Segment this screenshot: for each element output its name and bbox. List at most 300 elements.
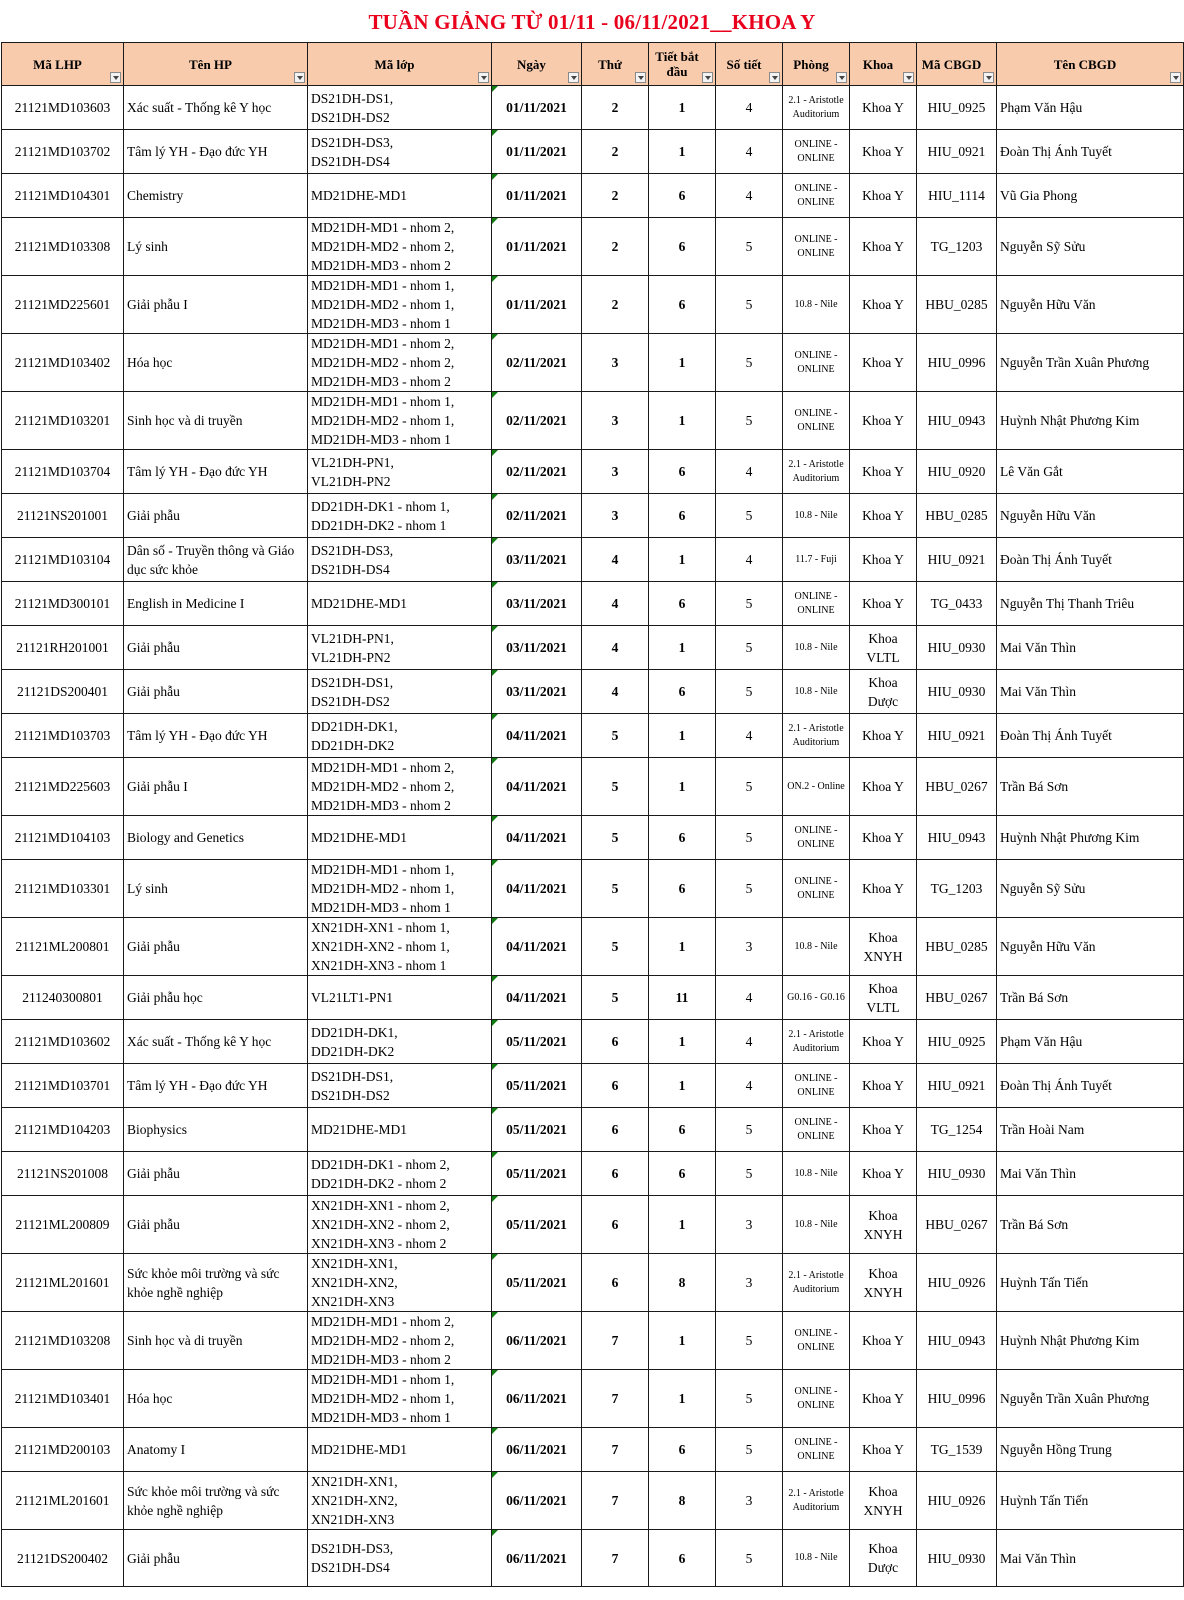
cell-so-tiet[interactable]: 4 — [716, 174, 783, 218]
cell-tiet-bat-dau[interactable]: 1 — [649, 758, 716, 816]
cell-ngay[interactable]: 02/11/2021 — [492, 334, 582, 392]
cell-khoa[interactable]: Khoa XNYH — [850, 1472, 917, 1530]
cell-ma-cbgd[interactable]: HBU_0285 — [917, 276, 997, 334]
cell-phong[interactable]: ONLINE - ONLINE — [783, 174, 850, 218]
cell-phong[interactable]: ON.2 - Online — [783, 758, 850, 816]
cell-ngay[interactable]: 02/11/2021 — [492, 450, 582, 494]
cell-ma-lhp[interactable]: 21121MD103208 — [2, 1312, 124, 1370]
cell-ngay[interactable]: 01/11/2021 — [492, 130, 582, 174]
cell-tiet-bat-dau[interactable]: 6 — [649, 218, 716, 276]
cell-so-tiet[interactable]: 5 — [716, 1312, 783, 1370]
cell-ten-cbgd[interactable]: Mai Văn Thìn — [997, 1152, 1184, 1196]
cell-phong[interactable]: 10.8 - Nile — [783, 1152, 850, 1196]
cell-ngay[interactable]: 03/11/2021 — [492, 582, 582, 626]
cell-ten-hp[interactable]: Biophysics — [124, 1108, 308, 1152]
cell-ten-cbgd[interactable]: Nguyễn Hữu Văn — [997, 918, 1184, 976]
cell-tiet-bat-dau[interactable]: 6 — [649, 1530, 716, 1587]
filter-dropdown-icon[interactable] — [769, 72, 780, 83]
cell-thu[interactable]: 2 — [582, 130, 649, 174]
cell-ma-lop[interactable]: MD21DH-MD1 - nhom 2, MD21DH-MD2 - nhom 2, MD21DH-MD3 - nhom 2 — [308, 218, 492, 276]
cell-ten-cbgd[interactable]: Huỳnh Nhật Phương Kim — [997, 1312, 1184, 1370]
cell-ma-lhp[interactable]: 21121NS201001 — [2, 494, 124, 538]
cell-ma-cbgd[interactable]: HIU_0996 — [917, 334, 997, 392]
cell-ten-cbgd[interactable]: Huỳnh Tấn Tiến — [997, 1472, 1184, 1530]
cell-thu[interactable]: 6 — [582, 1020, 649, 1064]
cell-khoa[interactable]: Khoa XNYH — [850, 1254, 917, 1312]
cell-thu[interactable]: 2 — [582, 276, 649, 334]
cell-ma-lhp[interactable]: 21121ML201601 — [2, 1472, 124, 1530]
cell-tiet-bat-dau[interactable]: 6 — [649, 494, 716, 538]
cell-ma-lop[interactable]: XN21DH-XN1 - nhom 1, XN21DH-XN2 - nhom 1, XN21DH-XN3 - nhom 1 — [308, 918, 492, 976]
cell-so-tiet[interactable]: 5 — [716, 1152, 783, 1196]
cell-thu[interactable]: 2 — [582, 174, 649, 218]
cell-thu[interactable]: 6 — [582, 1064, 649, 1108]
cell-khoa[interactable]: Khoa Y — [850, 1370, 917, 1428]
cell-thu[interactable]: 4 — [582, 626, 649, 670]
cell-tiet-bat-dau[interactable]: 1 — [649, 1064, 716, 1108]
cell-ma-lhp[interactable]: 21121ML200801 — [2, 918, 124, 976]
cell-ten-cbgd[interactable]: Đoàn Thị Ánh Tuyết — [997, 130, 1184, 174]
cell-so-tiet[interactable]: 3 — [716, 918, 783, 976]
cell-ten-cbgd[interactable]: Nguyễn Sỹ Sửu — [997, 860, 1184, 918]
cell-tiet-bat-dau[interactable]: 11 — [649, 976, 716, 1020]
cell-so-tiet[interactable]: 4 — [716, 86, 783, 130]
cell-ten-hp[interactable]: Giải phẫu — [124, 1152, 308, 1196]
cell-ma-lhp[interactable]: 21121MD300101 — [2, 582, 124, 626]
cell-ten-cbgd[interactable]: Mai Văn Thìn — [997, 1530, 1184, 1587]
cell-khoa[interactable]: Khoa Y — [850, 582, 917, 626]
cell-phong[interactable]: 10.8 - Nile — [783, 918, 850, 976]
cell-thu[interactable]: 7 — [582, 1530, 649, 1587]
cell-khoa[interactable]: Khoa Y — [850, 392, 917, 450]
filter-dropdown-icon[interactable] — [1170, 72, 1181, 83]
cell-ma-lop[interactable]: MD21DH-MD1 - nhom 2, MD21DH-MD2 - nhom 2, MD21DH-MD3 - nhom 2 — [308, 758, 492, 816]
cell-ma-cbgd[interactable]: HIU_1114 — [917, 174, 997, 218]
cell-khoa[interactable]: Khoa Y — [850, 816, 917, 860]
cell-so-tiet[interactable]: 5 — [716, 1370, 783, 1428]
cell-khoa[interactable]: Khoa Y — [850, 130, 917, 174]
cell-tiet-bat-dau[interactable]: 6 — [649, 582, 716, 626]
cell-ngay[interactable]: 04/11/2021 — [492, 758, 582, 816]
cell-tiet-bat-dau[interactable]: 1 — [649, 714, 716, 758]
cell-ngay[interactable]: 01/11/2021 — [492, 86, 582, 130]
cell-ma-cbgd[interactable]: HIU_0943 — [917, 1312, 997, 1370]
cell-phong[interactable]: 2.1 - Aristotle Auditorium — [783, 1254, 850, 1312]
cell-ma-lop[interactable]: MD21DH-MD1 - nhom 1, MD21DH-MD2 - nhom 1, MD21DH-MD3 - nhom 1 — [308, 276, 492, 334]
cell-ma-lop[interactable]: XN21DH-XN1, XN21DH-XN2, XN21DH-XN3 — [308, 1254, 492, 1312]
cell-phong[interactable]: 10.8 - Nile — [783, 1196, 850, 1254]
filter-dropdown-icon[interactable] — [294, 72, 305, 83]
cell-ma-cbgd[interactable]: HBU_0285 — [917, 494, 997, 538]
cell-ma-lhp[interactable]: 211240300801 — [2, 976, 124, 1020]
cell-khoa[interactable]: Khoa XNYH — [850, 918, 917, 976]
cell-thu[interactable]: 5 — [582, 758, 649, 816]
cell-ma-cbgd[interactable]: HIU_0943 — [917, 392, 997, 450]
cell-ma-cbgd[interactable]: HIU_0996 — [917, 1370, 997, 1428]
cell-phong[interactable]: 2.1 - Aristotle Auditorium — [783, 450, 850, 494]
cell-ma-cbgd[interactable]: HIU_0921 — [917, 714, 997, 758]
cell-phong[interactable]: 10.8 - Nile — [783, 494, 850, 538]
cell-so-tiet[interactable]: 5 — [716, 218, 783, 276]
cell-ma-cbgd[interactable]: HIU_0921 — [917, 538, 997, 582]
cell-so-tiet[interactable]: 5 — [716, 860, 783, 918]
cell-thu[interactable]: 2 — [582, 218, 649, 276]
cell-ma-lop[interactable]: DD21DH-DK1 - nhom 2, DD21DH-DK2 - nhom 2 — [308, 1152, 492, 1196]
filter-dropdown-icon[interactable] — [836, 72, 847, 83]
cell-ma-lhp[interactable]: 21121MD103201 — [2, 392, 124, 450]
filter-dropdown-icon[interactable] — [568, 72, 579, 83]
cell-ten-cbgd[interactable]: Huỳnh Nhật Phương Kim — [997, 392, 1184, 450]
cell-phong[interactable]: 11.7 - Fuji — [783, 538, 850, 582]
cell-ma-lop[interactable]: DD21DH-DK1, DD21DH-DK2 — [308, 1020, 492, 1064]
cell-thu[interactable]: 3 — [582, 392, 649, 450]
cell-ma-lop[interactable]: DS21DH-DS1, DS21DH-DS2 — [308, 1064, 492, 1108]
cell-ma-cbgd[interactable]: HIU_0926 — [917, 1472, 997, 1530]
cell-khoa[interactable]: Khoa Y — [850, 860, 917, 918]
cell-ten-hp[interactable]: Anatomy I — [124, 1428, 308, 1472]
cell-ten-cbgd[interactable]: Đoàn Thị Ánh Tuyết — [997, 714, 1184, 758]
cell-thu[interactable]: 7 — [582, 1472, 649, 1530]
cell-tiet-bat-dau[interactable]: 1 — [649, 538, 716, 582]
cell-ten-cbgd[interactable]: Trần Bá Sơn — [997, 1196, 1184, 1254]
cell-thu[interactable]: 6 — [582, 1108, 649, 1152]
cell-tiet-bat-dau[interactable]: 1 — [649, 626, 716, 670]
cell-ten-hp[interactable]: Lý sinh — [124, 218, 308, 276]
cell-tiet-bat-dau[interactable]: 1 — [649, 1312, 716, 1370]
cell-ten-cbgd[interactable]: Trần Hoài Nam — [997, 1108, 1184, 1152]
cell-thu[interactable]: 3 — [582, 494, 649, 538]
filter-dropdown-icon[interactable] — [903, 72, 914, 83]
cell-ngay[interactable]: 01/11/2021 — [492, 174, 582, 218]
cell-so-tiet[interactable]: 3 — [716, 1254, 783, 1312]
cell-ma-lop[interactable]: DD21DH-DK1 - nhom 1, DD21DH-DK2 - nhom 1 — [308, 494, 492, 538]
cell-phong[interactable]: ONLINE - ONLINE — [783, 582, 850, 626]
cell-khoa[interactable]: Khoa VLTL — [850, 626, 917, 670]
cell-ma-cbgd[interactable]: HIU_0925 — [917, 86, 997, 130]
cell-ngay[interactable]: 04/11/2021 — [492, 918, 582, 976]
cell-ten-cbgd[interactable]: Nguyễn Hồng Trung — [997, 1428, 1184, 1472]
cell-phong[interactable]: ONLINE - ONLINE — [783, 1370, 850, 1428]
cell-khoa[interactable]: Khoa Y — [850, 758, 917, 816]
cell-phong[interactable]: 10.8 - Nile — [783, 626, 850, 670]
cell-so-tiet[interactable]: 5 — [716, 1530, 783, 1587]
cell-ten-hp[interactable]: English in Medicine I — [124, 582, 308, 626]
cell-ten-hp[interactable]: Sinh học và di truyền — [124, 1312, 308, 1370]
cell-so-tiet[interactable]: 3 — [716, 1472, 783, 1530]
cell-tiet-bat-dau[interactable]: 6 — [649, 860, 716, 918]
cell-ten-cbgd[interactable]: Huỳnh Tấn Tiến — [997, 1254, 1184, 1312]
cell-thu[interactable]: 7 — [582, 1428, 649, 1472]
cell-ngay[interactable]: 06/11/2021 — [492, 1472, 582, 1530]
cell-thu[interactable]: 4 — [582, 582, 649, 626]
cell-thu[interactable]: 5 — [582, 976, 649, 1020]
cell-ngay[interactable]: 05/11/2021 — [492, 1020, 582, 1064]
cell-thu[interactable]: 3 — [582, 450, 649, 494]
cell-ma-lhp[interactable]: 21121MD225601 — [2, 276, 124, 334]
cell-ma-lop[interactable]: DS21DH-DS3, DS21DH-DS4 — [308, 1530, 492, 1587]
cell-ma-cbgd[interactable]: HBU_0267 — [917, 1196, 997, 1254]
cell-ngay[interactable]: 05/11/2021 — [492, 1108, 582, 1152]
cell-tiet-bat-dau[interactable]: 1 — [649, 1370, 716, 1428]
cell-ma-lhp[interactable]: 21121MD103402 — [2, 334, 124, 392]
cell-tiet-bat-dau[interactable]: 1 — [649, 1196, 716, 1254]
cell-so-tiet[interactable]: 5 — [716, 334, 783, 392]
cell-ma-cbgd[interactable]: HIU_0925 — [917, 1020, 997, 1064]
cell-tiet-bat-dau[interactable]: 1 — [649, 334, 716, 392]
cell-khoa[interactable]: Khoa Dược — [850, 670, 917, 714]
cell-ma-cbgd[interactable]: TG_0433 — [917, 582, 997, 626]
cell-phong[interactable]: ONLINE - ONLINE — [783, 130, 850, 174]
cell-ma-lop[interactable]: MD21DH-MD1 - nhom 1, MD21DH-MD2 - nhom 1, MD21DH-MD3 - nhom 1 — [308, 392, 492, 450]
cell-ma-lhp[interactable]: 21121DS200401 — [2, 670, 124, 714]
cell-khoa[interactable]: Khoa Dược — [850, 1530, 917, 1587]
cell-thu[interactable]: 2 — [582, 86, 649, 130]
cell-ten-hp[interactable]: Xác suất - Thống kê Y học — [124, 86, 308, 130]
cell-phong[interactable]: 2.1 - Aristotle Auditorium — [783, 1020, 850, 1064]
cell-phong[interactable]: 10.8 - Nile — [783, 276, 850, 334]
cell-ten-hp[interactable]: Tâm lý YH - Đạo đức YH — [124, 1064, 308, 1108]
cell-thu[interactable]: 6 — [582, 1254, 649, 1312]
cell-ma-lhp[interactable]: 21121MD104103 — [2, 816, 124, 860]
cell-ten-cbgd[interactable]: Mai Văn Thìn — [997, 670, 1184, 714]
cell-tiet-bat-dau[interactable]: 8 — [649, 1254, 716, 1312]
cell-ma-cbgd[interactable]: HIU_0921 — [917, 130, 997, 174]
cell-ma-cbgd[interactable]: HBU_0267 — [917, 758, 997, 816]
cell-phong[interactable]: 10.8 - Nile — [783, 1530, 850, 1587]
cell-ngay[interactable]: 06/11/2021 — [492, 1530, 582, 1587]
cell-so-tiet[interactable]: 5 — [716, 1108, 783, 1152]
cell-ngay[interactable]: 03/11/2021 — [492, 670, 582, 714]
cell-ma-lhp[interactable]: 21121MD103104 — [2, 538, 124, 582]
cell-khoa[interactable]: Khoa Y — [850, 450, 917, 494]
cell-ma-lhp[interactable]: 21121ML200809 — [2, 1196, 124, 1254]
cell-ma-cbgd[interactable]: HIU_0920 — [917, 450, 997, 494]
cell-ma-lop[interactable]: VL21DH-PN1, VL21DH-PN2 — [308, 626, 492, 670]
cell-khoa[interactable]: Khoa XNYH — [850, 1196, 917, 1254]
cell-tiet-bat-dau[interactable]: 6 — [649, 1152, 716, 1196]
cell-khoa[interactable]: Khoa Y — [850, 1312, 917, 1370]
cell-ma-lhp[interactable]: 21121MD103704 — [2, 450, 124, 494]
cell-thu[interactable]: 5 — [582, 816, 649, 860]
cell-phong[interactable]: 2.1 - Aristotle Auditorium — [783, 714, 850, 758]
cell-so-tiet[interactable]: 5 — [716, 582, 783, 626]
cell-thu[interactable]: 6 — [582, 1152, 649, 1196]
cell-ngay[interactable]: 06/11/2021 — [492, 1370, 582, 1428]
cell-tiet-bat-dau[interactable]: 1 — [649, 918, 716, 976]
cell-so-tiet[interactable]: 5 — [716, 392, 783, 450]
cell-ma-lop[interactable]: MD21DHE-MD1 — [308, 1428, 492, 1472]
cell-ngay[interactable]: 04/11/2021 — [492, 714, 582, 758]
cell-tiet-bat-dau[interactable]: 6 — [649, 1428, 716, 1472]
cell-ten-cbgd[interactable]: Nguyễn Thị Thanh Triêu — [997, 582, 1184, 626]
cell-ten-cbgd[interactable]: Nguyễn Trần Xuân Phương — [997, 1370, 1184, 1428]
cell-ma-cbgd[interactable]: HIU_0930 — [917, 1152, 997, 1196]
cell-ma-cbgd[interactable]: HIU_0921 — [917, 1064, 997, 1108]
cell-tiet-bat-dau[interactable]: 1 — [649, 86, 716, 130]
cell-so-tiet[interactable]: 4 — [716, 1064, 783, 1108]
cell-khoa[interactable]: Khoa Y — [850, 276, 917, 334]
cell-ten-hp[interactable]: Lý sinh — [124, 860, 308, 918]
cell-thu[interactable]: 5 — [582, 860, 649, 918]
cell-ngay[interactable]: 05/11/2021 — [492, 1152, 582, 1196]
cell-thu[interactable]: 5 — [582, 918, 649, 976]
cell-ma-cbgd[interactable]: HIU_0930 — [917, 1530, 997, 1587]
cell-ma-cbgd[interactable]: HBU_0285 — [917, 918, 997, 976]
cell-ma-lop[interactable]: DS21DH-DS1, DS21DH-DS2 — [308, 670, 492, 714]
cell-ten-cbgd[interactable]: Nguyễn Sỹ Sửu — [997, 218, 1184, 276]
cell-ngay[interactable]: 03/11/2021 — [492, 538, 582, 582]
cell-khoa[interactable]: Khoa Y — [850, 714, 917, 758]
cell-ngay[interactable]: 01/11/2021 — [492, 276, 582, 334]
cell-so-tiet[interactable]: 4 — [716, 450, 783, 494]
cell-ten-cbgd[interactable]: Trần Bá Sơn — [997, 976, 1184, 1020]
cell-ma-lop[interactable]: MD21DH-MD1 - nhom 2, MD21DH-MD2 - nhom 2, MD21DH-MD3 - nhom 2 — [308, 334, 492, 392]
cell-ten-hp[interactable]: Sức khỏe môi trường và sức khỏe nghề nghiệp — [124, 1472, 308, 1530]
cell-ten-hp[interactable]: Giải phẫu — [124, 1196, 308, 1254]
cell-so-tiet[interactable]: 5 — [716, 670, 783, 714]
cell-so-tiet[interactable]: 4 — [716, 538, 783, 582]
cell-ten-hp[interactable]: Chemistry — [124, 174, 308, 218]
cell-tiet-bat-dau[interactable]: 6 — [649, 174, 716, 218]
cell-ten-cbgd[interactable]: Phạm Văn Hậu — [997, 1020, 1184, 1064]
cell-phong[interactable]: ONLINE - ONLINE — [783, 392, 850, 450]
cell-phong[interactable]: ONLINE - ONLINE — [783, 1064, 850, 1108]
cell-ma-lhp[interactable]: 21121MD103308 — [2, 218, 124, 276]
cell-ma-lhp[interactable]: 21121MD200103 — [2, 1428, 124, 1472]
cell-so-tiet[interactable]: 4 — [716, 714, 783, 758]
cell-ma-lhp[interactable]: 21121ML201601 — [2, 1254, 124, 1312]
cell-ma-lop[interactable]: VL21DH-PN1, VL21DH-PN2 — [308, 450, 492, 494]
cell-khoa[interactable]: Khoa Y — [850, 174, 917, 218]
cell-tiet-bat-dau[interactable]: 6 — [649, 816, 716, 860]
cell-ma-lhp[interactable]: 21121MD103702 — [2, 130, 124, 174]
cell-thu[interactable]: 7 — [582, 1312, 649, 1370]
cell-ma-cbgd[interactable]: TG_1539 — [917, 1428, 997, 1472]
cell-khoa[interactable]: Khoa Y — [850, 494, 917, 538]
cell-phong[interactable]: ONLINE - ONLINE — [783, 1428, 850, 1472]
cell-ngay[interactable]: 05/11/2021 — [492, 1254, 582, 1312]
cell-ten-cbgd[interactable]: Nguyễn Hữu Văn — [997, 276, 1184, 334]
cell-tiet-bat-dau[interactable]: 6 — [649, 276, 716, 334]
cell-ma-lhp[interactable]: 21121MD103301 — [2, 860, 124, 918]
cell-so-tiet[interactable]: 5 — [716, 758, 783, 816]
filter-dropdown-icon[interactable] — [110, 72, 121, 83]
cell-khoa[interactable]: Khoa Y — [850, 1020, 917, 1064]
cell-ten-cbgd[interactable]: Phạm Văn Hậu — [997, 86, 1184, 130]
cell-ten-hp[interactable]: Giải phẫu I — [124, 276, 308, 334]
filter-dropdown-icon[interactable] — [702, 72, 713, 83]
cell-ma-lhp[interactable]: 21121MD103603 — [2, 86, 124, 130]
cell-so-tiet[interactable]: 5 — [716, 1428, 783, 1472]
cell-ten-hp[interactable]: Hóa học — [124, 1370, 308, 1428]
cell-khoa[interactable]: Khoa Y — [850, 1108, 917, 1152]
cell-tiet-bat-dau[interactable]: 1 — [649, 130, 716, 174]
cell-ten-hp[interactable]: Giải phẫu học — [124, 976, 308, 1020]
cell-ngay[interactable]: 03/11/2021 — [492, 626, 582, 670]
cell-ngay[interactable]: 04/11/2021 — [492, 860, 582, 918]
cell-so-tiet[interactable]: 5 — [716, 816, 783, 860]
cell-ma-cbgd[interactable]: HIU_0926 — [917, 1254, 997, 1312]
cell-ma-lhp[interactable]: 21121MD103701 — [2, 1064, 124, 1108]
cell-ten-hp[interactable]: Xác suất - Thống kê Y học — [124, 1020, 308, 1064]
cell-ten-hp[interactable]: Tâm lý YH - Đạo đức YH — [124, 450, 308, 494]
cell-so-tiet[interactable]: 4 — [716, 130, 783, 174]
cell-thu[interactable]: 6 — [582, 1196, 649, 1254]
cell-ten-cbgd[interactable]: Vũ Gia Phong — [997, 174, 1184, 218]
cell-ten-cbgd[interactable]: Huỳnh Nhật Phương Kim — [997, 816, 1184, 860]
cell-khoa[interactable]: Khoa Y — [850, 218, 917, 276]
cell-khoa[interactable]: Khoa Y — [850, 1152, 917, 1196]
cell-khoa[interactable]: Khoa VLTL — [850, 976, 917, 1020]
cell-ma-lhp[interactable]: 21121MD104203 — [2, 1108, 124, 1152]
cell-ngay[interactable]: 04/11/2021 — [492, 816, 582, 860]
cell-ngay[interactable]: 06/11/2021 — [492, 1312, 582, 1370]
cell-ten-cbgd[interactable]: Trần Bá Sơn — [997, 758, 1184, 816]
filter-dropdown-icon[interactable] — [478, 72, 489, 83]
cell-khoa[interactable]: Khoa Y — [850, 86, 917, 130]
cell-ma-lhp[interactable]: 21121MD103401 — [2, 1370, 124, 1428]
cell-so-tiet[interactable]: 5 — [716, 494, 783, 538]
cell-ma-lhp[interactable]: 21121MD103602 — [2, 1020, 124, 1064]
cell-ngay[interactable]: 02/11/2021 — [492, 494, 582, 538]
cell-ma-lop[interactable]: MD21DHE-MD1 — [308, 1108, 492, 1152]
cell-ten-hp[interactable]: Sinh học và di truyền — [124, 392, 308, 450]
cell-ten-hp[interactable]: Giải phẫu — [124, 626, 308, 670]
cell-tiet-bat-dau[interactable]: 6 — [649, 670, 716, 714]
cell-ma-cbgd[interactable]: HIU_0930 — [917, 670, 997, 714]
cell-thu[interactable]: 7 — [582, 1370, 649, 1428]
cell-tiet-bat-dau[interactable]: 8 — [649, 1472, 716, 1530]
cell-ma-lop[interactable]: MD21DHE-MD1 — [308, 582, 492, 626]
cell-ma-lhp[interactable]: 21121MD225603 — [2, 758, 124, 816]
cell-ma-lop[interactable]: XN21DH-XN1 - nhom 2, XN21DH-XN2 - nhom 2, XN21DH-XN3 - nhom 2 — [308, 1196, 492, 1254]
cell-ma-lop[interactable]: MD21DH-MD1 - nhom 2, MD21DH-MD2 - nhom 2, MD21DH-MD3 - nhom 2 — [308, 1312, 492, 1370]
cell-ten-cbgd[interactable]: Mai Văn Thìn — [997, 626, 1184, 670]
cell-phong[interactable]: ONLINE - ONLINE — [783, 816, 850, 860]
cell-ten-hp[interactable]: Tâm lý YH - Đạo đức YH — [124, 130, 308, 174]
cell-so-tiet[interactable]: 5 — [716, 276, 783, 334]
cell-phong[interactable]: ONLINE - ONLINE — [783, 1108, 850, 1152]
cell-ten-cbgd[interactable]: Nguyễn Hữu Văn — [997, 494, 1184, 538]
cell-tiet-bat-dau[interactable]: 1 — [649, 1020, 716, 1064]
cell-phong[interactable]: 10.8 - Nile — [783, 670, 850, 714]
cell-ngay[interactable]: 06/11/2021 — [492, 1428, 582, 1472]
cell-ma-lhp[interactable]: 21121DS200402 — [2, 1530, 124, 1587]
cell-ten-hp[interactable]: Hóa học — [124, 334, 308, 392]
cell-ma-lhp[interactable]: 21121NS201008 — [2, 1152, 124, 1196]
cell-ten-cbgd[interactable]: Đoàn Thị Ánh Tuyết — [997, 1064, 1184, 1108]
cell-ma-lop[interactable]: VL21LT1-PN1 — [308, 976, 492, 1020]
cell-tiet-bat-dau[interactable]: 6 — [649, 450, 716, 494]
cell-ten-hp[interactable]: Biology and Genetics — [124, 816, 308, 860]
filter-dropdown-icon[interactable] — [635, 72, 646, 83]
cell-ma-lhp[interactable]: 21121MD103703 — [2, 714, 124, 758]
cell-ma-cbgd[interactable]: HIU_0930 — [917, 626, 997, 670]
cell-ma-lop[interactable]: DS21DH-DS3, DS21DH-DS4 — [308, 130, 492, 174]
cell-ngay[interactable]: 05/11/2021 — [492, 1064, 582, 1108]
cell-ma-lop[interactable]: DS21DH-DS1, DS21DH-DS2 — [308, 86, 492, 130]
cell-ngay[interactable]: 04/11/2021 — [492, 976, 582, 1020]
cell-thu[interactable]: 5 — [582, 714, 649, 758]
cell-ten-hp[interactable]: Giải phẫu — [124, 494, 308, 538]
cell-thu[interactable]: 4 — [582, 670, 649, 714]
cell-ten-hp[interactable]: Giải phẫu I — [124, 758, 308, 816]
cell-ten-cbgd[interactable]: Lê Văn Gắt — [997, 450, 1184, 494]
cell-ten-cbgd[interactable]: Đoàn Thị Ánh Tuyết — [997, 538, 1184, 582]
cell-ten-hp[interactable]: Dân số - Truyền thông và Giáo dục sức khỏe — [124, 538, 308, 582]
cell-ma-lop[interactable]: DS21DH-DS3, DS21DH-DS4 — [308, 538, 492, 582]
cell-ma-cbgd[interactable]: HBU_0267 — [917, 976, 997, 1020]
